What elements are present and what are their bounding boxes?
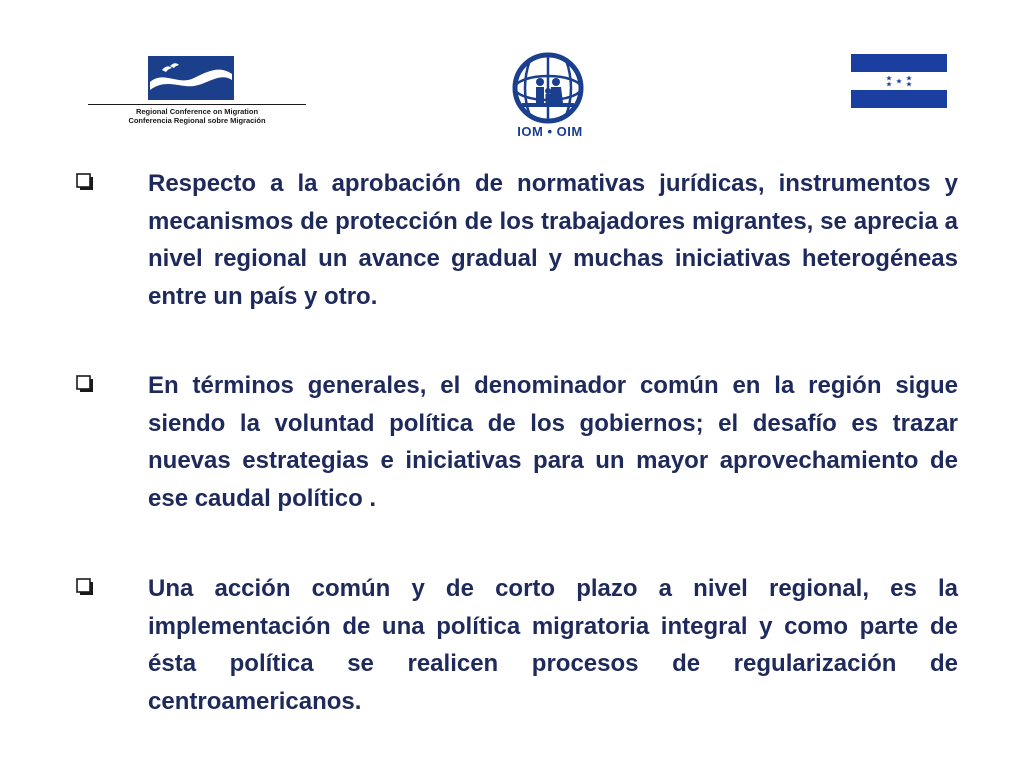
rcm-title-en: Regional Conference on Migration <box>135 107 259 116</box>
square-checkbox-icon <box>76 375 94 393</box>
iom-wordmark: IOM • OIM <box>517 124 583 139</box>
square-checkbox-icon <box>76 173 94 191</box>
bullet-text: En términos generales, el denominador común en la región sigue siendo la voluntad política de los gobiernos; el desafío es trazar nuevas estrategias e iniciativas para un mayor aprovechamiento de ese caudal político . <box>148 372 958 512</box>
bullet-text: Una acción común y de corto plazo a nivel regional, es la implementación de una política migratoria integral y como parte de ésta política se realicen procesos de regularización de centroamericanos. <box>148 575 958 715</box>
rcm-title-es: Conferencia Regional sobre Migración <box>128 116 266 125</box>
bullet-text: Respecto a la aprobación de normativas jurídicas, instrumentos y mecanismos de protección de los trabajadores migrantes, se aprecia a nivel regional un avance gradual y muchas iniciativas heterogéneas entre un país y otro. <box>148 170 958 310</box>
square-checkbox-icon <box>76 578 94 596</box>
